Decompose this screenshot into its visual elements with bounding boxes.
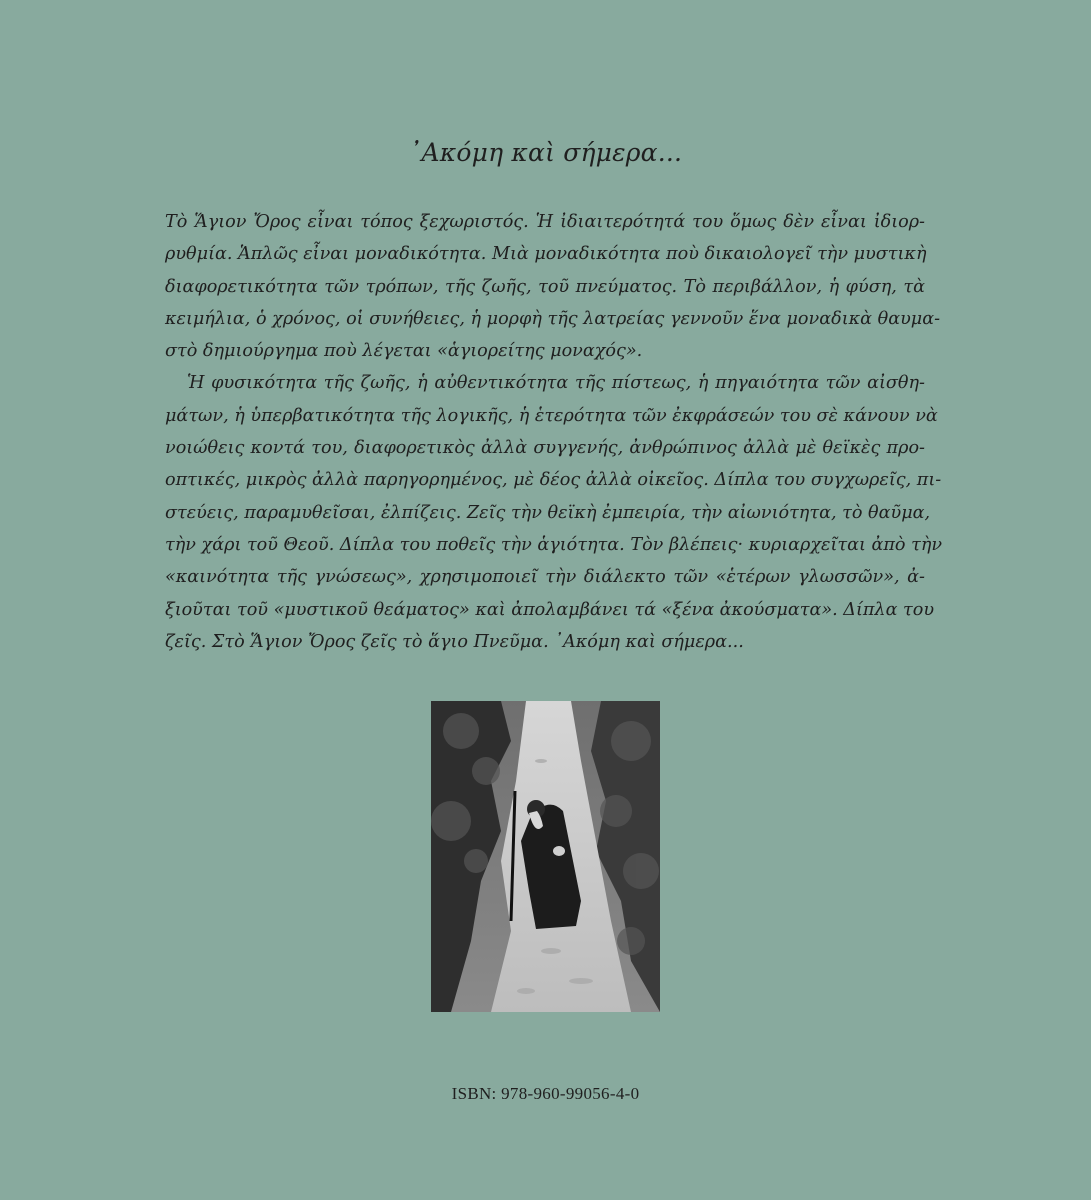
text-line: στεύεις, παραμυθεῖσαι, ἐλπίζεις. Ζεῖς τὴν θεϊκὴ ἐμπειρία, τὴν αἰωνιότητα, τὸ θαῦμα, [165,502,931,523]
text-line: «καινότητα τῆς γνώσεως», χρησιμοποιεῖ τὴν διάλεκτο τῶν «ἑτέρων γλωσσῶν», ἀ- [165,567,925,588]
text-line: στὸ δημιούργημα ποὺ λέγεται «ἁγιορείτης μοναχός». [165,341,643,362]
body-text [165,206,943,658]
text-line: κειμήλια, ὁ χρόνος, οἱ συνήθειες, ἡ μορφὴ τῆς λατρείας γεννοῦν ἕνα μοναδικὰ θαυμα- [165,308,941,329]
text-line: τὴν χάρι τοῦ Θεοῦ. Δίπλα του ποθεῖς τὴν ἁγιότητα. Τὸν βλέπεις· κυριαρχεῖται ἀπὸ τὴν [165,534,943,555]
text-line: ξιοῦται τοῦ «μυστικοῦ θεάματος» καὶ ἀπολαμβάνει τά «ξένα ἀκούσματα». Δίπλα του [165,599,935,620]
text-line: διαφορετικότητα τῶν τρόπων, τῆς ζωῆς, τοῦ πνεύματος. Τὸ περιβάλλον, ἡ φύση, τὰ [165,276,925,297]
text-line: ζεῖς. Στὸ Ἅγιον Ὄρος ζεῖς τὸ ἅγιο Πνεῦμα. ᾿Ακόμη καὶ σήμερα... [165,631,744,652]
text-line: Τὸ Ἅγιον Ὄρος εἶναι τόπος ξεχωριστός. Ἡ ἰδιαιτερότητά του ὅμως δὲν εἶναι ἰδιορ- [165,212,925,232]
monk-photo [431,701,660,1012]
text-line: οπτικές, μικρὸς ἀλλὰ παρηγορημένος, μὲ δέος ἀλλὰ οἰκεῖος. Δίπλα του συγχωρεῖς, πι- [165,470,942,491]
back-cover-title: ᾿Ακόμη καὶ σήμερα... [408,138,683,167]
isbn: ISBN: 978-960-99056-4-0 [451,1084,640,1103]
text-line: ρυθμία. Ἁπλῶς εἶναι μοναδικότητα. Μιὰ μοναδικότητα ποὺ δικαιολογεῖ τὴν μυστικὴ [165,244,927,265]
text-line: Ἡ φυσικότητα τῆς ζωῆς, ἡ αὐθεντικότητα τῆς πίστεως, ἡ πηγαιότητα τῶν αἰσθη- [187,373,925,394]
text-line: μάτων, ἡ ὑπερβατικότητα τῆς λογικῆς, ἡ ἑτερότητα τῶν ἐκφράσεών του σὲ κάνουν νὰ [165,405,938,426]
text-line: νοιώθεις κοντά του, διαφορετικὸς ἀλλὰ συγγενής, ἀνθρώπινος ἀλλὰ μὲ θεϊκὲς προ- [165,438,925,459]
